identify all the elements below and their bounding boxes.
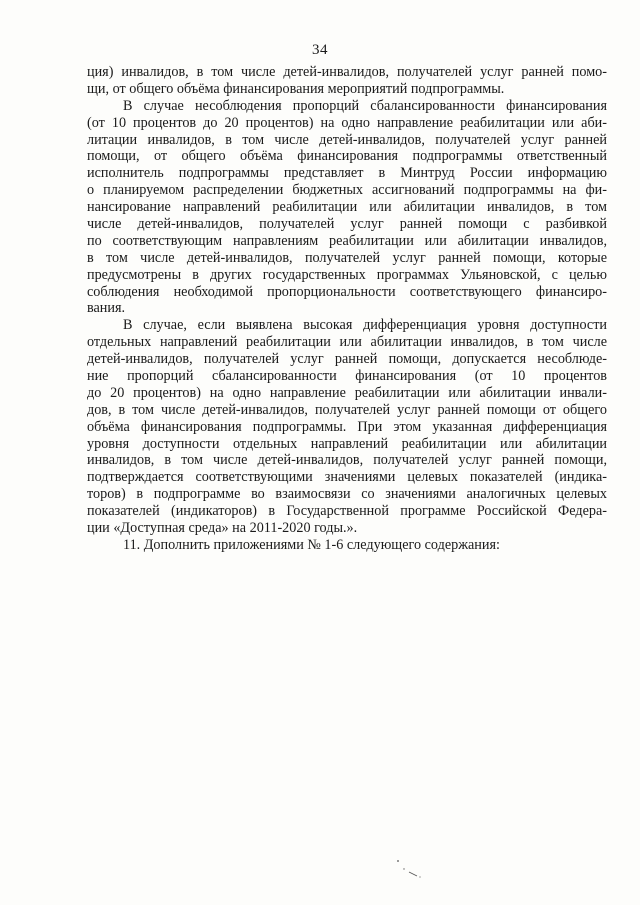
text-line: подтверждается соответствующими значениями целевых показателей (индика- [87,469,607,486]
text-line: показателей (индикаторов) в Государственной программе Российской Федера- [87,503,607,520]
paragraph-proportions-noncompliance [87,98,607,318]
text-line: вания. [87,300,126,317]
scan-specks [395,858,435,882]
paragraph-item-11 [87,537,607,554]
text-line: ции «Доступная среда» на 2011-2020 годы.». [87,520,358,537]
text-line: В случае, если выявлена высокая дифференциация уровня доступности [123,317,607,334]
text-line: ция) инвалидов, в том числе детей-инвалидов, получателей услуг ранней помо- [87,64,607,80]
text-line: 11. Дополнить приложениями № 1-6 следующего содержания: [123,536,500,553]
text-line: детей-инвалидов, получателей услуг ранней помощи, допускается несоблюде- [87,351,607,368]
paragraph-differentiation [87,317,607,537]
text-line: исполнитель подпрограммы представляет в Минтруд России информацию [87,165,607,182]
text-line: объёма финансирования подпрограммы. При этом указанная дифференциация [87,418,607,435]
text-line: предусмотрены в других государственных программах Ульяновской, с целью [87,266,607,283]
paragraph-continuation [87,64,607,98]
body-text [87,64,607,554]
text-line: соблюдения необходимой пропорциональности соответствующего финансиро- [87,283,607,300]
text-line: В случае несоблюдения пропорций сбалансированности финансирования [123,97,607,114]
text-line: ние пропорций сбалансированности финансирования (от 10 процентов [87,368,607,385]
text-line: дов, в том числе детей-инвалидов, получателей услуг ранней помощи от общего [87,401,607,418]
page-number: 34 [312,42,328,58]
text-line: до 20 процентов) на одно направление реабилитации или абилитации инвали- [87,384,607,401]
text-line: (от 10 процентов до 20 процентов) на одно направление реабилитации или аби- [87,114,607,131]
text-line: числе детей-инвалидов, получателей услуг ранней помощи с разбивкой [87,216,607,233]
text-line: торов) в подпрограмме во взаимосвязи со значениями аналогичных целевых [87,486,607,503]
text-line: о планируемом распределении бюджетных ассигнований подпрограммы на фи- [87,182,607,199]
text-line: по соответствующим направлениям реабилитации или абилитации инвалидов, [87,232,607,249]
text-line: помощи, от общего объёма финансирования подпрограммы ответственный [87,148,607,165]
text-line: в том числе детей-инвалидов, получателей услуг ранней помощи, которые [87,249,607,266]
text-line: отдельных направлений реабилитации или абилитации инвалидов, в том числе [87,334,607,351]
text-line: щи, от общего объёма финансирования мероприятий подпрограммы. [87,80,505,97]
text-line: уровня доступности отдельных направлений реабилитации или абилитации [87,435,607,452]
text-line: нансирование направлений реабилитации или абилитации инвалидов, в том [87,199,607,216]
text-line: инвалидов, в том числе детей-инвалидов, получателей услуг ранней помощи, [87,452,607,469]
text-line: литации инвалидов, в том числе детей-инвалидов, получателей услуг ранней [87,131,607,148]
